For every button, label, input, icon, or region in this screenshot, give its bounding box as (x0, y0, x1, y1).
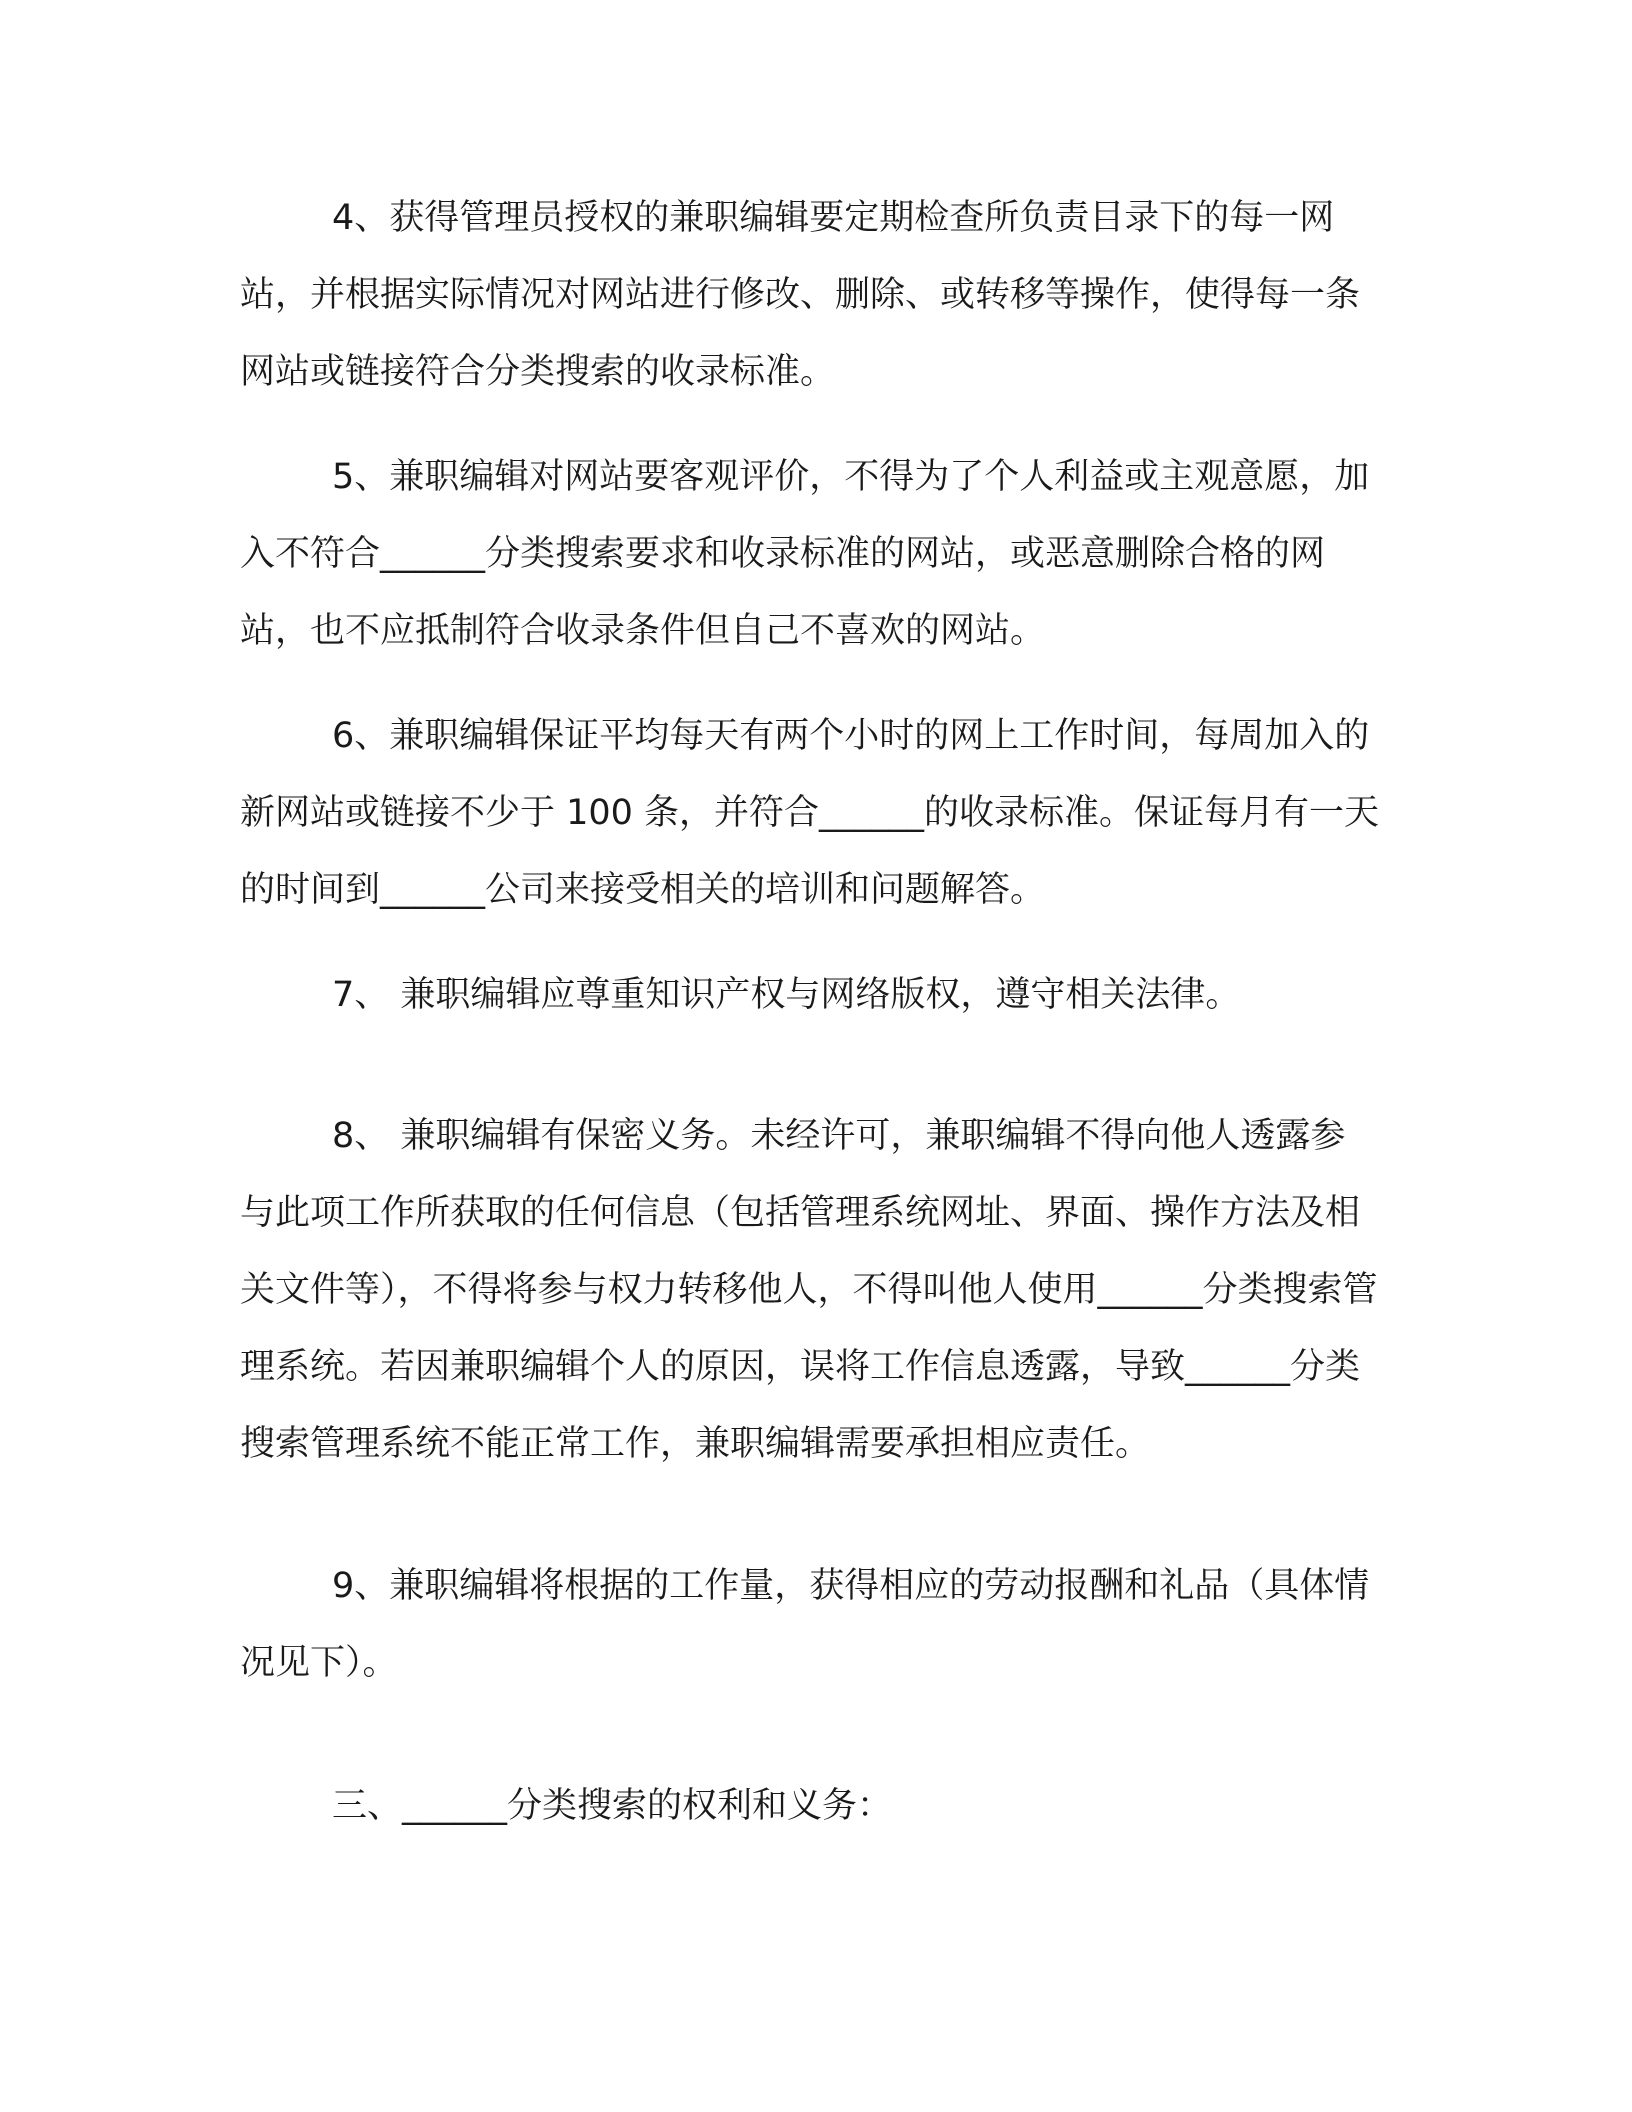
section-heading-3: 三、______分类搜索的权利和义务： (332, 1786, 893, 1826)
paragraph-item-8: 8、 兼职编辑有保密义务。未经许可，兼职编辑不得向他人透露参与此项工作所获取的任何信息（包括管理系统网址、界面、操作方法及相关文件等），不得将参与权力转移他人，不得叫他人使用______分类搜索管理系统。若因兼职编辑个人的原因，误将工作信息透露，导致______分类搜索管理系统不能正常工作，兼职编辑需要承担相应责任。 (240, 1116, 1378, 1464)
paragraph-item-4: 4、获得管理员授权的兼职编辑要定期检查所负责目录下的每一网站，并根据实际情况对网站进行修改、删除、或转移等操作，使得每一条网站或链接符合分类搜索的收录标准。 (240, 198, 1361, 392)
paragraph-item-6: 6、兼职编辑保证平均每天有两个小时的网上工作时间，每周加入的新网站或链接不少于 100 条，并符合______的收录标准。保证每月有一天的时间到______公司来接受相关的培训和问题解答。 (240, 716, 1380, 910)
paragraph-item-9: 9、兼职编辑将根据的工作量，获得相应的劳动报酬和礼品（具体情况见下）。 (240, 1566, 1370, 1683)
paragraph-item-5: 5、兼职编辑对网站要客观评价，不得为了个人利益或主观意愿，加入不符合______分类搜索要求和收录标准的网站，或恶意删除合格的网站，也不应抵制符合收录条件但自己不喜欢的网站。 (240, 457, 1370, 651)
paragraph-item-7: 7、 兼职编辑应尊重知识产权与网络版权，遵守相关法律。 (332, 975, 1241, 1015)
